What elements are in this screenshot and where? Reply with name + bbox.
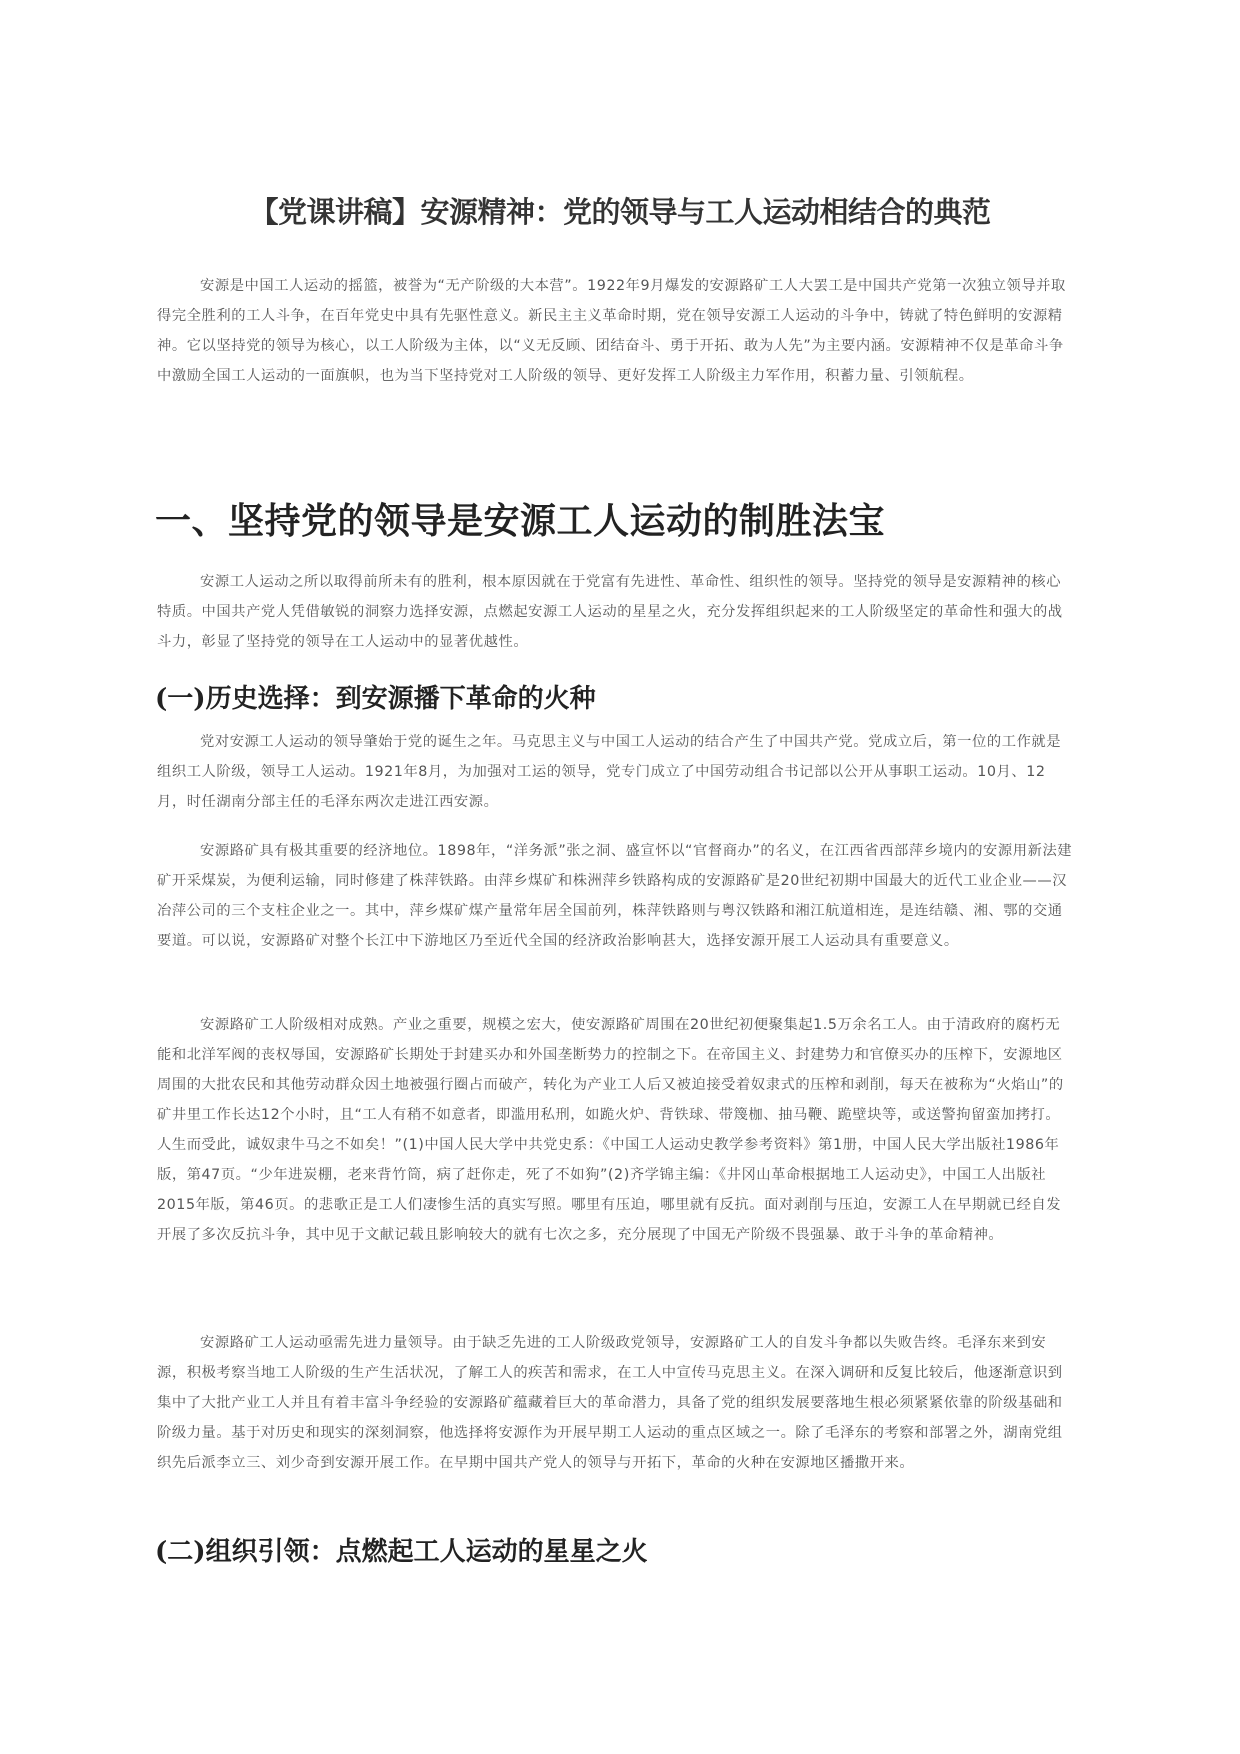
document-title: 【党课讲稿】安源精神：党的领导与工人运动相结合的典范 (249, 195, 991, 229)
subsection-2-heading: (二)组织引领：点燃起工人运动的星星之火 (155, 1537, 648, 1567)
intro-paragraph: 安源是中国工人运动的摇篮，被誉为“无产阶级的大本营”。1922年9月爆发的安源路矿工人大罢工是中国共产党第一次独立领导并取得完全胜利的工人斗争，在百年党史中具有先驱性意义。新民主主义革命时期，党在领导安源工人运动的斗争中，铸就了特色鲜明的安源精神。它以坚持党的领导为核心，以工人阶级为主体，以“义无反顾、团结奋斗、勇于开拓、敢为人先”为主要内涵。安源精神不仅是革命斗争中激励全国工人运动的一面旗帜，也为当下坚持党对工人阶级的领导、更好发挥工人阶级主力军作用，积蓄力量、引领航程。 (157, 278, 1066, 384)
section-1-intro-paragraph: 安源工人运动之所以取得前所未有的胜利，根本原因就在于党富有先进性、革命性、组织性的领导。坚持党的领导是安源精神的核心特质。中国共产党人凭借敏锐的洞察力选择安源，点燃起安源工人运动的星星之火，充分发挥组织起来的工人阶级坚定的革命性和强大的战斗力，彰显了坚持党的领导在工人运动中的显著优越性。 (157, 574, 1063, 650)
section-1-heading: 一、坚持党的领导是安源工人运动的制胜法宝 (155, 500, 886, 542)
subsection-1-paragraph-3: 安源路矿工人阶级相对成熟。产业之重要，规模之宏大，使安源路矿周围在20世纪初便聚集起1.5万余名工人。由于清政府的腐朽无能和北洋军阀的丧权辱国，安源路矿长期处于封建买办和外国垄断势力的控制之下。在帝国主义、封建势力和官僚买办的压榨下，安源地区周围的大批农民和其他劳动群众因土地被强行圈占而破产，转化为产业工人后又被迫接受着奴隶式的压榨和剥削，每天在被称为“火焰山”的矿井里工作长达12个小时，且“工人有稍不如意者，即滥用私刑，如跪火炉、背铁球、带篾枷、抽马鞭、跪壁块等，或送警拘留蛮加拷打。人生而受此，诚奴隶牛马之不如矣！”(1)中国人民大学中共党史系：《中国工人运动史教学参考资料》第1册，中国人民大学出版社1986年版，第47页。“少年进炭棚，老来背竹筒，病了赶你走，死了不如狗”(2)齐学锦主编：《井冈山革命根据地工人运动史》，中国工人出版社2015年版，第46页。的悲歌正是工人们凄惨生活的真实写照。哪里有压迫，哪里就有反抗。面对剥削与压迫，安源工人在早期就已经自发开展了多次反抗斗争，其中见于文献记载且影响较大的就有七次之多，充分展现了中国无产阶级不畏强暴、敢于斗争的革命精神。 (157, 1017, 1064, 1243)
subsection-1-paragraph-1: 党对安源工人运动的领导肇始于党的诞生之年。马克思主义与中国工人运动的结合产生了中国共产党。党成立后，第一位的工作就是组织工人阶级，领导工人运动。1921年8月，为加强对工运的领导，党专门成立了中国劳动组合书记部以公开从事职工运动。10月、12月，时任湖南分部主任的毛泽东两次走进江西安源。 (157, 734, 1062, 810)
subsection-1-paragraph-2: 安源路矿具有极其重要的经济地位。1898年，“洋务派”张之洞、盛宣怀以“官督商办”的名义，在江西省西部萍乡境内的安源用新法建矿开采煤炭，为便利运输，同时修建了株萍铁路。由萍乡煤矿和株洲萍乡铁路构成的安源路矿是20世纪初期中国最大的近代工业企业——汉冶萍公司的三个支柱企业之一。其中，萍乡煤矿煤产量常年居全国前列，株萍铁路则与粤汉铁路和湘江航道相连，是连结赣、湘、鄂的交通要道。可以说，安源路矿对整个长江中下游地区乃至近代全国的经济政治影响甚大，选择安源开展工人运动具有重要意义。 (157, 843, 1073, 949)
subsection-1-heading: (一)历史选择：到安源播下革命的火种 (155, 684, 596, 714)
subsection-1-paragraph-4: 安源路矿工人运动亟需先进力量领导。由于缺乏先进的工人阶级政党领导，安源路矿工人的自发斗争都以失败告终。毛泽东来到安源，积极考察当地工人阶级的生产生活状况，了解工人的疾苦和需求，在工人中宣传马克思主义。在深入调研和反复比较后，他逐渐意识到集中了大批产业工人并且有着丰富斗争经验的安源路矿蕴藏着巨大的革命潜力，具备了党的组织发展要落地生根必须紧紧依靠的阶级基础和阶级力量。基于对历史和现实的深刻洞察，他选择将安源作为开展早期工人运动的重点区域之一。除了毛泽东的考察和部署之外，湖南党组织先后派李立三、刘少奇到安源开展工作。在早期中国共产党人的领导与开拓下，革命的火种在安源地区播撒开来。 (157, 1335, 1063, 1471)
